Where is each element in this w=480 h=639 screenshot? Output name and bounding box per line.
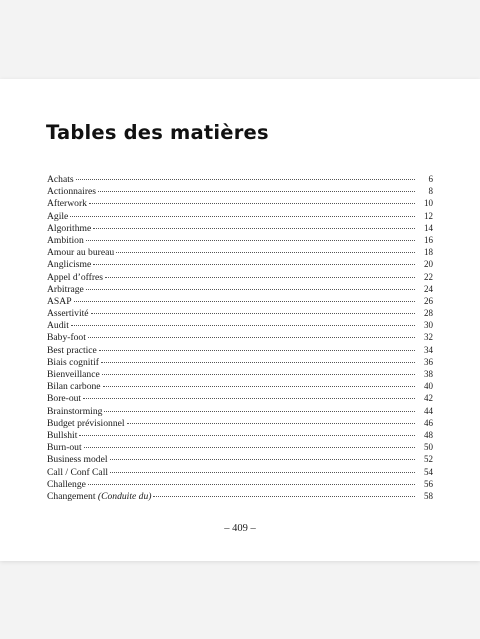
toc-entry-label: Biais cognitif xyxy=(47,356,99,368)
toc-entry xyxy=(47,417,433,429)
toc-entry-page-number: 10 xyxy=(424,198,433,209)
toc-entry-page-number: 36 xyxy=(424,356,433,367)
toc-leader-dots xyxy=(93,263,415,265)
toc-entry-page-number: 24 xyxy=(424,283,433,294)
toc-leader-dots xyxy=(76,178,415,180)
toc-entry-page-number: 28 xyxy=(424,308,433,319)
toc-entry-page-number: 46 xyxy=(424,417,433,428)
toc-entry-page-number: 12 xyxy=(424,210,433,221)
toc-entry-page-number: 8 xyxy=(428,186,433,197)
toc-leader-dots xyxy=(101,361,415,363)
toc-entry-page-number: 22 xyxy=(424,271,433,282)
toc-leader-dots xyxy=(83,397,415,399)
toc-entry-page-number: 26 xyxy=(424,295,433,306)
page-number: – 409 – xyxy=(224,523,256,534)
book-page xyxy=(0,79,480,561)
toc-leader-dots xyxy=(116,251,415,253)
toc-leader-dots xyxy=(110,471,415,473)
toc-entry-label: Amour au bureau xyxy=(47,247,115,259)
toc-entry xyxy=(47,392,433,404)
toc-entry xyxy=(47,173,433,185)
toc-entry-label: Brainstorming xyxy=(47,405,103,417)
toc-entry xyxy=(47,271,433,283)
toc-entry-label: Bore-out xyxy=(47,393,82,405)
toc-entry-page-number: 42 xyxy=(424,393,433,404)
toc-entry xyxy=(47,478,433,490)
toc-entry-label: Actionnaires xyxy=(47,186,97,198)
toc-entry xyxy=(47,197,433,209)
toc-entry-label-italic: (Conduite du) xyxy=(97,490,152,502)
toc-entry xyxy=(47,222,433,234)
toc-entry xyxy=(47,356,433,368)
toc-entry xyxy=(47,283,433,295)
toc-leader-dots xyxy=(88,483,415,485)
toc-entry-page-number: 52 xyxy=(424,454,433,465)
toc-leader-dots xyxy=(103,385,415,387)
toc-entry-label: Burn-out xyxy=(47,442,82,454)
toc-entry-page-number: 40 xyxy=(424,381,433,392)
toc-entry-page-number: 44 xyxy=(424,405,433,416)
toc-entry-label: Bullshit xyxy=(47,429,78,441)
toc-leader-dots xyxy=(98,190,415,192)
toc-entry xyxy=(47,466,433,478)
toc-entry xyxy=(47,344,433,356)
toc-entry xyxy=(47,380,433,392)
toc-leader-dots xyxy=(70,215,415,217)
toc-entry-page-number: 6 xyxy=(428,174,433,184)
toc-entry-label: Assertivité xyxy=(47,308,89,320)
toc-entry-page-number: 30 xyxy=(424,320,433,331)
toc-leader-dots xyxy=(89,202,415,204)
toc-leader-dots xyxy=(84,446,415,448)
toc-entry-label: Arbitrage xyxy=(47,283,84,295)
toc-entry xyxy=(47,453,433,465)
toc-entry xyxy=(47,441,433,453)
table-of-contents xyxy=(47,173,433,502)
toc-leader-dots xyxy=(74,300,415,302)
toc-entry-page-number: 34 xyxy=(424,344,433,355)
toc-entry-page-number: 32 xyxy=(424,332,433,343)
toc-entry-page-number: 20 xyxy=(424,259,433,270)
toc-entry xyxy=(47,319,433,331)
toc-entry xyxy=(47,331,433,343)
toc-leader-dots xyxy=(153,495,415,497)
toc-entry-label: Agile xyxy=(47,210,69,222)
toc-entry-label: Ambition xyxy=(47,234,84,246)
toc-entry-label: Afterwork xyxy=(47,198,87,210)
toc-entry-label: Budget prévisionnel xyxy=(47,417,125,429)
toc-leader-dots xyxy=(88,336,415,338)
toc-entry-label: Challenge xyxy=(47,478,86,490)
toc-entry-label: Algorithme xyxy=(47,222,92,234)
toc-leader-dots xyxy=(102,373,415,375)
toc-entry xyxy=(47,429,433,441)
toc-leader-dots xyxy=(86,239,415,241)
toc-entry xyxy=(47,307,433,319)
toc-entry-label: Audit xyxy=(47,320,69,332)
toc-leader-dots xyxy=(104,410,415,412)
toc-leader-dots xyxy=(93,227,415,229)
toc-entry-page-number: 48 xyxy=(424,429,433,440)
toc-entry xyxy=(47,246,433,258)
toc-entry-label: Bienveillance xyxy=(47,369,100,380)
toc-entry xyxy=(47,234,433,246)
toc-entry-label: Call / Conf Call xyxy=(47,466,109,478)
toc-entry xyxy=(47,405,433,417)
toc-entry xyxy=(47,185,433,197)
toc-entry-page-number: 18 xyxy=(424,247,433,258)
toc-leader-dots xyxy=(91,312,415,314)
toc-entry-page-number: 50 xyxy=(424,442,433,453)
toc-entry-label: Achats xyxy=(47,174,74,185)
toc-entry xyxy=(47,490,433,502)
toc-leader-dots xyxy=(110,458,416,460)
toc-entry-page-number: 14 xyxy=(424,222,433,233)
toc-entry-label: Anglicisme xyxy=(47,259,92,271)
toc-entry xyxy=(47,258,433,270)
toc-leader-dots xyxy=(86,288,415,290)
toc-entry xyxy=(47,295,433,307)
page-title: Tables des matières xyxy=(46,121,269,144)
toc-entry-page-number: 58 xyxy=(424,490,433,501)
toc-entry-label: Changement (Conduite du) xyxy=(47,490,152,502)
toc-leader-dots xyxy=(71,324,415,326)
toc-entry-label: Best practice xyxy=(47,344,97,356)
toc-entry-label: ASAP xyxy=(47,295,72,307)
toc-leader-dots xyxy=(79,434,415,436)
toc-entry xyxy=(47,368,433,380)
toc-entry-label: Baby-foot xyxy=(47,332,86,344)
toc-leader-dots xyxy=(99,349,415,351)
toc-entry-page-number: 16 xyxy=(424,234,433,245)
toc-entry-page-number: 56 xyxy=(424,478,433,489)
toc-entry-page-number: 38 xyxy=(424,369,433,379)
toc-entry-label: Appel d’offres xyxy=(47,271,104,283)
toc-entry-label: Bilan carbone xyxy=(47,381,101,393)
toc-entry-page-number: 54 xyxy=(424,466,433,477)
toc-entry xyxy=(47,210,433,222)
toc-leader-dots xyxy=(105,276,415,278)
toc-entry-label: Business model xyxy=(47,454,108,466)
toc-leader-dots xyxy=(127,422,415,424)
